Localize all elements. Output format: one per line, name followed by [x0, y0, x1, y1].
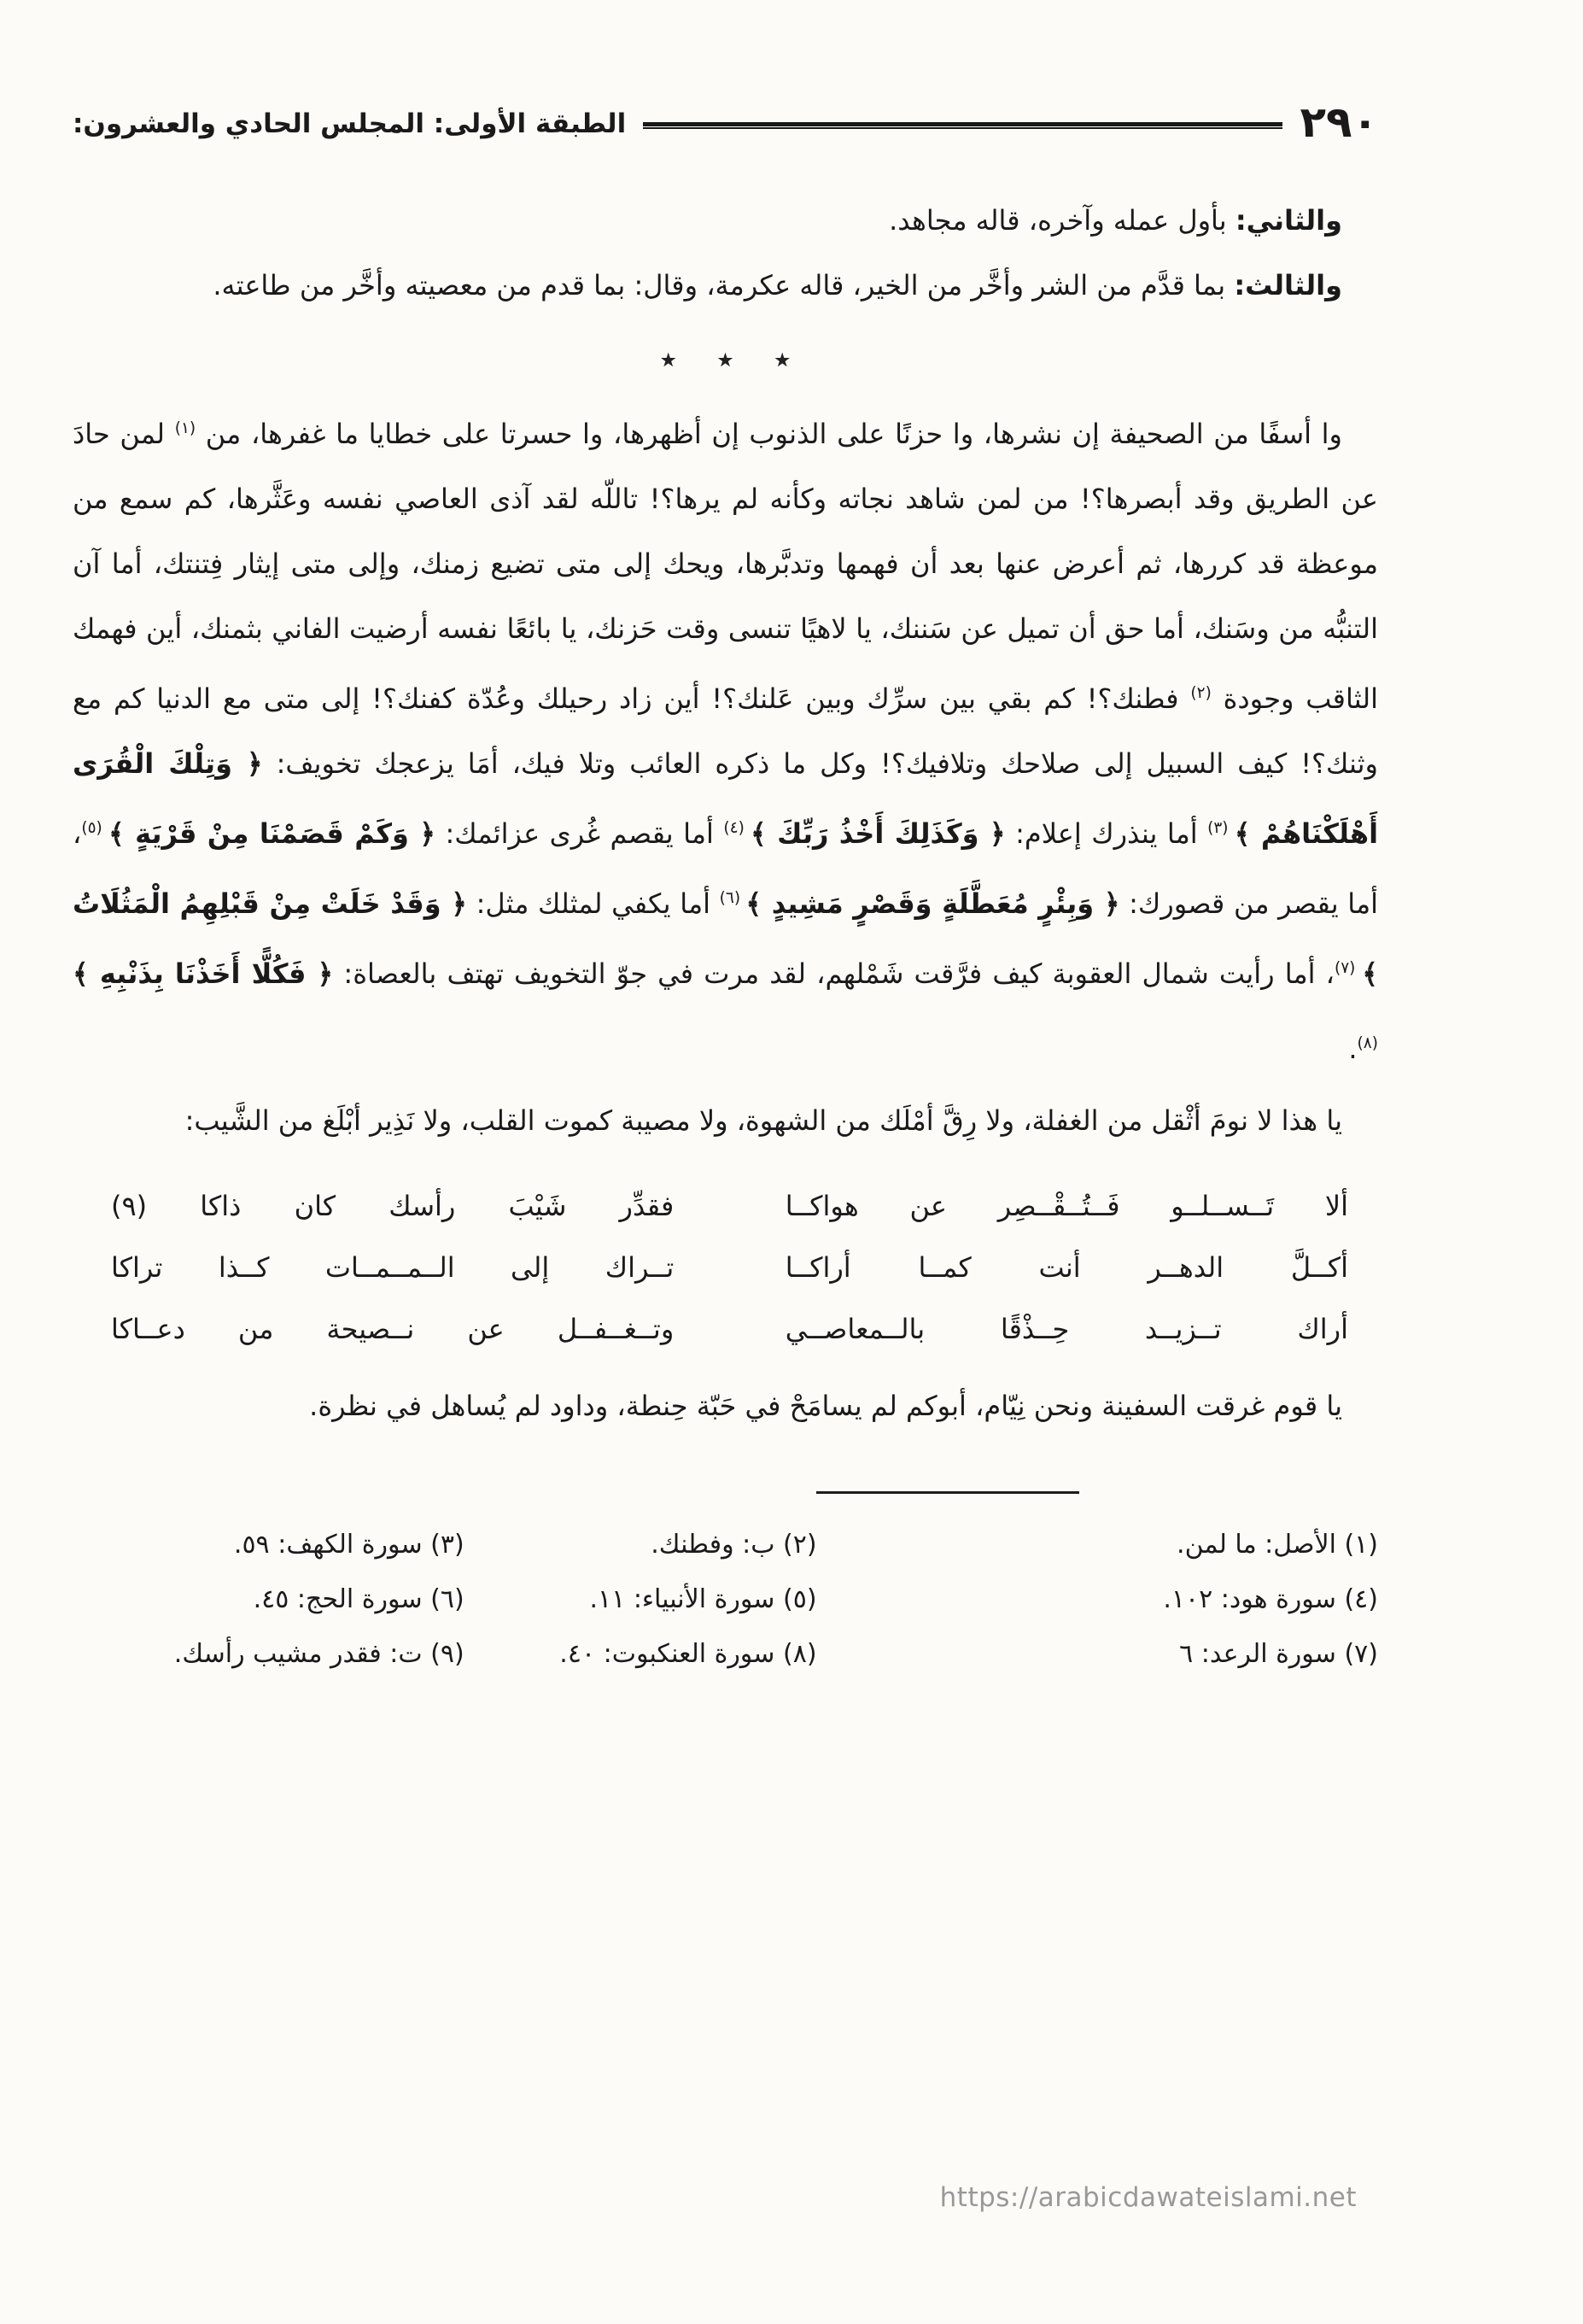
body-text-run: لمن حادَ عن الطريق وقد أبصرها؟! من لمن شاهد نجاته وكأنه لم يرها؟! تاللّه لقد آذى العاصي نفسه وعَثَّرها، كم سمع من موعظة قد كررها، ثم أعرض عنها بعد أن فهمها وتدبَّرها، ويحك إلى متى تضيع زمنك، وإلى متى إيثار فِتنتك، أما آن التنبُّه من وسَنك، أما حق أن تميل عن سَننك، يا لاهيًا تنسى وقت حَزنك، يا بائعًا نفسه أرضيت الفاني بثمنك، أين فهمك الثاقب وجودة — [73, 418, 1379, 715]
poem — [111, 1175, 1348, 1360]
hemistich-right: ألا تَــســلــو فَــتُــقْــصِر عن هواكــا — [785, 1190, 1348, 1222]
body-text-run: فطنك؟! كم بقي بين سرِّك وبين عَلنك؟! أين زاد رحيلك وعُدّة كفنك؟! إلى متى مع الدنيا كم مع وثنك؟! كيف السبيل إلى صلاحك وتلافيك؟! وكل ما ذكره العائب وتلا فيك، أمَا يزعجك تخويف: — [73, 682, 1379, 780]
opinion-label-third: والثالث: — [1234, 269, 1342, 301]
footnote-item: (١) الأصل: ما لمن. — [1177, 1530, 1378, 1560]
page-header — [73, 97, 1378, 147]
footnote-marker: (٤) — [723, 819, 751, 837]
footnote-item: (٨) سورة العنكبوت: ٤٠. — [559, 1639, 817, 1669]
footnote-marker: (٧) — [1334, 959, 1363, 977]
poem-line — [111, 1298, 1348, 1360]
footnote-item: (٥) سورة الأنبياء: ١١. — [589, 1584, 817, 1614]
body-text-run: ، أما رأيت شمال العقوبة كيف فرَّقت شَمْلهم، لقد مرت في جوّ التخويف تهتف بالعصاة: — [333, 957, 1335, 990]
section-separator-stars: ٭ ٭ ٭ — [659, 340, 792, 378]
footnote-item: (٧) سورة الرعد: ٦ — [1179, 1639, 1378, 1669]
body-text-run: أما ينذرك إعلام: — [1005, 817, 1208, 850]
footnote-row — [73, 1627, 1378, 1682]
paragraph-third-opinion — [73, 253, 1378, 318]
footnotes-section — [73, 1491, 1378, 1682]
opinion-label-second: والثاني: — [1235, 204, 1342, 237]
body-text-run: أما يكفي لمثلك مثل: — [466, 887, 720, 920]
header-divider-rule — [643, 122, 1282, 129]
footnote-row — [73, 1518, 1378, 1572]
quran-verse: ﴿ وَكَذَلِكَ أَخْذُ رَبِّكَ ﴾ — [750, 817, 1006, 850]
opinion-text-second: بأول عمله وآخره، قاله مجاهد. — [889, 204, 1235, 237]
footnote-marker: (٣) — [1207, 819, 1235, 837]
body-text-run: أما يقصم غُرى عزائمك: — [435, 817, 724, 850]
footnote-row — [73, 1572, 1378, 1627]
header-title: الطبقة الأولى: المجلس الحادي والعشرون: — [73, 108, 627, 139]
footnote-item: (٩) ت: فقدر مشيب رأسك. — [173, 1639, 464, 1669]
watermark-url: https://arabicdawateislami.net — [939, 2182, 1357, 2213]
quran-verse: ﴿ وَكَمْ قَصَمْنَا مِنْ قَرْيَةٍ ﴾ — [108, 817, 435, 850]
paragraph-main — [73, 396, 1378, 1081]
footnote-marker: (٦) — [719, 889, 746, 907]
paragraph-admonition: يا هذا لا نومَ أثْقل من الغفلة، ولا رِقَّ أمْلَك من الشهوة، ولا مصيبة كموت القلب، ولا نَذِير أبْلَغ من الشَّيب: — [184, 1104, 1342, 1137]
opinion-text-third: بما قدَّم من الشر وأخَّر من الخير، قاله عكرمة، وقال: بما قدم من معصيته وأخَّر من طاعته. — [213, 269, 1235, 301]
footnote-divider-rule — [816, 1491, 1079, 1494]
quran-verse: ﴿ فَكُلًّا أَخَذْنَا بِذَنْبِهِ ﴾ — [73, 957, 334, 990]
hemistich-right: أكــلَّ الدهــر أنت كمــا أراكــا — [785, 1251, 1348, 1284]
hemistich-left: فقدِّر شَيْبَ رأسك كان ذاكا (٩) — [111, 1190, 675, 1222]
footnote-item: (٦) سورة الحج: ٤٥. — [253, 1584, 464, 1614]
poem-line — [111, 1175, 1348, 1237]
body-text-run: وا أسفًا من الصحيفة إن نشرها، وا حزنًا على الذنوب إن أظهرها، وا حسرتا على خطايا ما غفرها، من — [196, 418, 1343, 450]
hemistich-right: أراك تــزيــد حِــذْقًا بالــمعاصــي — [785, 1313, 1348, 1345]
footnote-marker: (١) — [174, 419, 196, 437]
footnote-marker: (٨) — [1357, 1034, 1378, 1052]
page-number: ٢٩٠ — [1300, 97, 1378, 147]
poem-line — [111, 1237, 1348, 1298]
quran-verse: ﴿ وَتِلْكَ الْقُرَى أَهْلَكْنَاهُمْ ﴾ — [73, 747, 1379, 850]
hemistich-left: تــراك إلى الــمــمــات كــذا تراكا — [111, 1251, 675, 1284]
footnote-marker: (٥) — [81, 819, 108, 837]
paragraph-closing: يا قوم غرقت السفينة ونحن نِيّام، أبوكم لم يسامَحْ في حَبّة حِنطة، وداود لم يُساهل في نظرة. — [309, 1390, 1342, 1422]
footnote-item: (٣) سورة الكهف: ٥٩. — [233, 1530, 464, 1560]
quran-verse: ﴿ وَبِئْرٍ مُعَطَّلَةٍ وَقَصْرٍ مَشِيدٍ ﴾ — [745, 887, 1120, 920]
footnote-item: (٤) سورة هود: ١٠٢. — [1163, 1584, 1378, 1614]
quran-verse: ﴿ وَقَدْ خَلَتْ مِنْ قَبْلِهِمُ الْمَثُلَاتُ ﴾ — [73, 887, 1379, 990]
body-text-run: ، أما يقصر من قصورك: — [73, 817, 1379, 920]
hemistich-left: وتــغــفــل عن نــصيحة من دعــاكا — [111, 1313, 675, 1345]
footnote-item: (٢) ب: وفطنك. — [651, 1530, 817, 1560]
body-text-run: . — [1348, 1033, 1358, 1065]
paragraph-second-opinion — [73, 188, 1378, 253]
footnote-marker: (٢) — [1190, 684, 1212, 702]
